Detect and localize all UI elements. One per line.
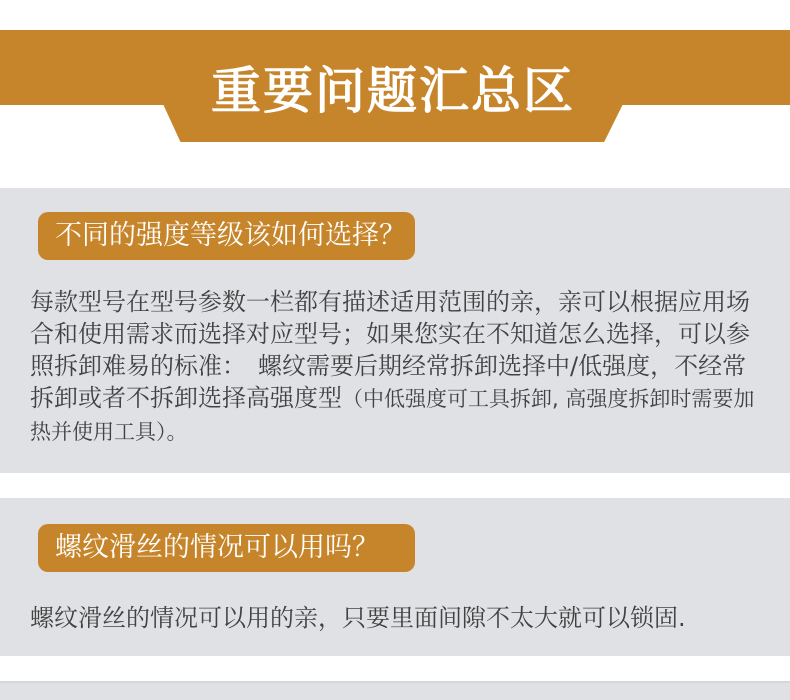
- question-badge-label: 不同的强度等级该如何选择？: [55, 220, 406, 251]
- answer-text: [30, 286, 770, 448]
- answer-line: 每款型号在型号参数一栏都有描述适用范围的亲，亲可以根据应用场: [30, 288, 750, 316]
- faq-section-strength: [0, 188, 790, 473]
- next-section-edge: [0, 681, 790, 700]
- page-title: 重要问题汇总区: [211, 62, 575, 120]
- answer-line: 合和使用需求而选择对应型号；如果您实在不知道怎么选择，可以参: [30, 320, 750, 348]
- question-badge: [38, 212, 415, 260]
- answer-line: 螺纹滑丝的情况可以用的亲，只要里面间隙不太大就可以锁固.: [30, 604, 686, 632]
- question-badge-label: 螺纹滑丝的情况可以用吗？: [55, 532, 379, 563]
- question-badge: [38, 524, 415, 572]
- answer-line: 拆卸或者不拆卸选择高强度型（中低强度可工具拆卸, 高强度拆卸时需要加: [30, 384, 755, 412]
- answer-text: [30, 602, 770, 634]
- faq-section-stripped-thread: [0, 498, 790, 656]
- answer-line: 热并使用工具）。: [30, 420, 188, 444]
- answer-line: 照拆卸难易的标准： 螺纹需要后期经常拆卸选择中/低强度，不经常: [30, 352, 747, 380]
